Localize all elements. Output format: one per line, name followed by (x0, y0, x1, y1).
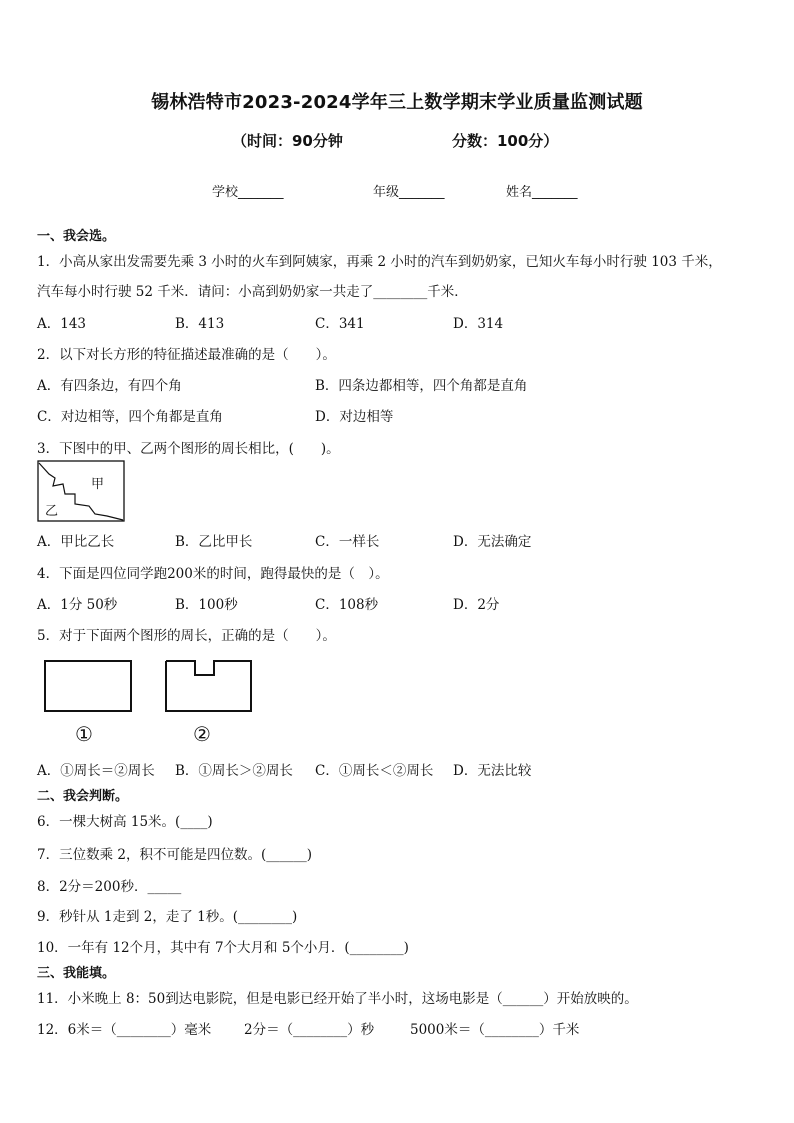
q5-label-1: ① (75, 722, 93, 746)
section-2-title: 二、我会判断。 (37, 789, 129, 804)
q5-option-a: A．①周长＝②周长 (37, 763, 155, 779)
question-12-c: 5000米＝（________）千米 (410, 1022, 580, 1038)
question-8: 8．2分＝200秒．_____ (37, 879, 182, 895)
q3-figure (37, 460, 127, 524)
name-field: 姓名_______ (506, 185, 578, 200)
q5-label-2: ② (193, 722, 211, 746)
q2-option-a: A．有四条边，有四个角 (37, 378, 182, 394)
section-1-title: 一、我会选。 (37, 229, 116, 244)
q2-option-c: C．对边相等，四个角都是直角 (37, 409, 223, 425)
q5-figure-1 (45, 661, 131, 711)
question-2: 2．以下对长方形的特征描述最准确的是（ ）。 (37, 347, 336, 363)
q5-figure-2 (166, 661, 251, 711)
grade-field: 年级_______ (373, 185, 445, 200)
q3-option-d: D．无法确定 (453, 534, 532, 550)
q5-figures (40, 655, 260, 750)
question-7: 7．三位数乘 2，积不可能是四位数。(______) (37, 847, 313, 863)
question-4: 4．下面是四位同学跑200米的时间，跑得最快的是（ ）。 (37, 566, 389, 582)
q1-option-b: B．413 (175, 316, 225, 332)
school-field: 学校_______ (212, 185, 284, 200)
section-3-title: 三、我能填。 (37, 966, 116, 981)
question-1-line2: 汽车每小时行驶 52 千米．请问：小高到奶奶家一共走了________千米． (37, 284, 468, 300)
question-12-b: 2分＝（________）秒 (244, 1022, 375, 1038)
q3-option-a: A．甲比乙长 (37, 534, 115, 550)
exam-score: 分数：100分） (452, 132, 559, 150)
question-11: 11．小米晚上 8：50到达电影院，但是电影已经开始了半小时，这场电影是（______）开始放映的。 (37, 991, 638, 1007)
question-3: 3．下图中的甲、乙两个图形的周长相比，( )。 (37, 441, 340, 457)
q3-option-c: C．一样长 (315, 534, 380, 550)
q4-option-b: B．100秒 (175, 597, 238, 613)
question-9: 9．秒针从 1走到 2，走了 1秒。(________) (37, 909, 298, 925)
q1-option-d: D．314 (453, 316, 504, 332)
q3-label-yi: 乙 (45, 504, 59, 519)
q3-option-b: B．乙比甲长 (175, 534, 253, 550)
q1-option-c: C．341 (315, 316, 365, 332)
q5-option-c: C．①周长＜②周长 (315, 763, 434, 779)
q4-option-c: C．108秒 (315, 597, 379, 613)
question-6: 6．一棵大树高 15米。(____) (37, 814, 213, 830)
q5-option-d: D．无法比较 (453, 763, 532, 779)
q2-option-b: B．四条边都相等，四个角都是直角 (315, 378, 528, 394)
q4-option-a: A．1分 50秒 (37, 597, 118, 613)
q5-option-b: B．①周长＞②周长 (175, 763, 293, 779)
q2-option-d: D．对边相等 (315, 409, 394, 425)
exam-time: （时间：90分钟 (232, 132, 343, 150)
question-10: 10．一年有 12个月，其中有 7个大月和 5个小月．(________) (37, 940, 409, 956)
q1-option-a: A．143 (37, 316, 87, 332)
question-1-line1: 1．小高从家出发需要先乘 3 小时的火车到阿姨家，再乘 2 小时的汽车到奶奶家，已知火车每小时行驶 103 千米， (37, 254, 722, 270)
q4-option-d: D．2分 (453, 597, 500, 613)
q3-label-jia: 甲 (91, 477, 105, 492)
question-12-a: 12．6米＝（________）毫米 (37, 1022, 212, 1038)
question-5: 5．对于下面两个图形的周长，正确的是（ ）。 (37, 628, 336, 644)
page-title: 锡林浩特市2023-2024学年三上数学期末学业质量监测试题 (151, 92, 643, 113)
